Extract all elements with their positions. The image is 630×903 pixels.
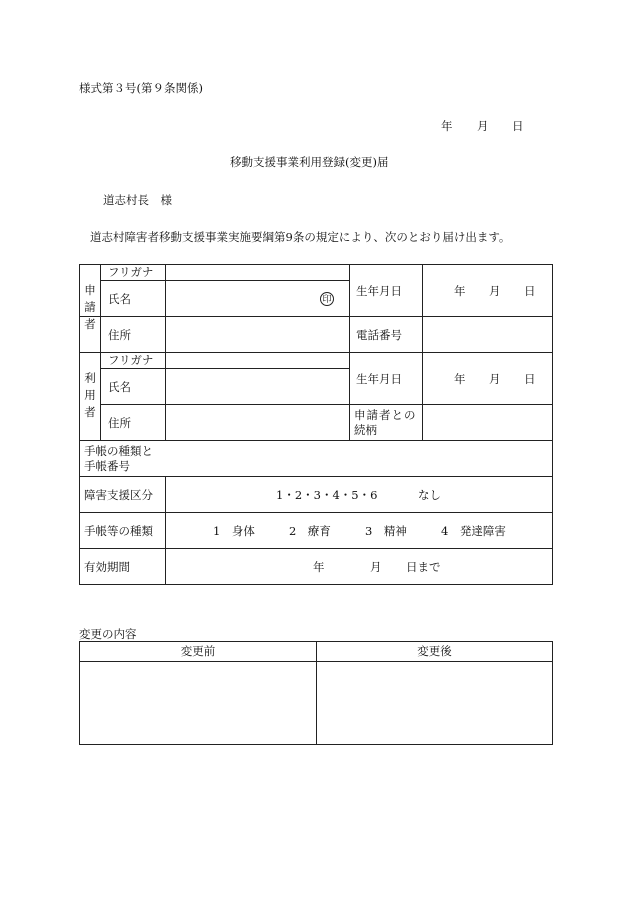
user-furigana-label: フリガナ (108, 353, 154, 367)
seal-mark: 印 (320, 292, 334, 306)
support-category-none[interactable]: なし (418, 488, 441, 502)
row-divider (79, 476, 553, 477)
change-before-field[interactable] (80, 662, 315, 744)
applicant-address-field[interactable] (166, 317, 348, 352)
applicant-birthdate-label: 生年月日 (356, 284, 402, 298)
user-birth-day: 日 (524, 372, 536, 386)
validity-label: 有効期間 (84, 560, 130, 574)
user-group-label: 利用者 (84, 371, 96, 419)
applicant-phone-field[interactable] (423, 317, 552, 352)
addressee: 道志村長 様 (103, 193, 172, 207)
handbook-kind-option-4[interactable]: 4 発達障害 (441, 524, 506, 538)
applicant-group-label: 申請者 (84, 283, 96, 331)
validity-month: 月 (370, 560, 382, 574)
user-address-label: 住所 (108, 416, 131, 430)
applicant-birth-year: 年 (454, 284, 466, 298)
validity-until: 日まで (406, 560, 441, 574)
user-birth-year: 年 (454, 372, 466, 386)
col-divider (349, 264, 350, 440)
date-month-label: 月 (477, 119, 489, 133)
handbook-type-label-line1: 手帳の種類と (84, 444, 153, 458)
intro-text: 道志村障害者移動支援事業実施要綱第9条の規定により、次のとおり届け出ます。 (90, 230, 511, 244)
user-name-label: 氏名 (108, 380, 131, 394)
handbook-kind-option-2[interactable]: 2 療育 (289, 524, 331, 538)
applicant-name-field[interactable] (166, 281, 316, 316)
handbook-kind-option-1[interactable]: 1 身体 (213, 524, 255, 538)
applicant-address-label: 住所 (108, 328, 131, 342)
row-divider (79, 512, 553, 513)
changes-heading: 変更の内容 (79, 627, 137, 641)
validity-field[interactable] (166, 549, 552, 584)
date-year-label: 年 (441, 119, 453, 133)
applicant-birth-month: 月 (489, 284, 501, 298)
applicant-furigana-field[interactable] (166, 265, 348, 280)
change-after-header: 変更後 (417, 644, 452, 658)
relation-label-line1: 申請者との (354, 408, 417, 422)
support-category-options[interactable]: 1・2・3・4・5・6 (276, 488, 378, 502)
form-title: 移動支援事業利用登録(変更)届 (230, 155, 389, 169)
support-category-label: 障害支援区分 (84, 488, 153, 502)
applicant-name-label: 氏名 (108, 292, 131, 306)
handbook-type-label-line2: 手帳番号 (84, 459, 130, 473)
date-day-label: 日 (512, 119, 524, 133)
applicant-furigana-label: フリガナ (108, 265, 154, 279)
user-birth-month: 月 (489, 372, 501, 386)
applicant-birth-day: 日 (524, 284, 536, 298)
user-furigana-field[interactable] (166, 353, 348, 368)
validity-year: 年 (313, 560, 325, 574)
relation-label-line2: 続柄 (354, 423, 377, 437)
handbook-kind-option-3[interactable]: 3 精神 (365, 524, 407, 538)
change-before-header: 変更前 (180, 644, 216, 658)
user-address-field[interactable] (166, 405, 348, 440)
relation-field[interactable] (423, 405, 552, 440)
col-divider (100, 264, 101, 440)
user-birthdate-label: 生年月日 (356, 372, 402, 386)
handbook-kind-label: 手帳等の種類 (84, 524, 153, 538)
user-name-field[interactable] (166, 369, 348, 404)
form-number: 様式第３号(第９条関係) (79, 81, 203, 95)
change-after-field[interactable] (317, 662, 552, 744)
applicant-phone-label: 電話番号 (356, 328, 402, 342)
handbook-type-number-field[interactable] (166, 441, 552, 476)
